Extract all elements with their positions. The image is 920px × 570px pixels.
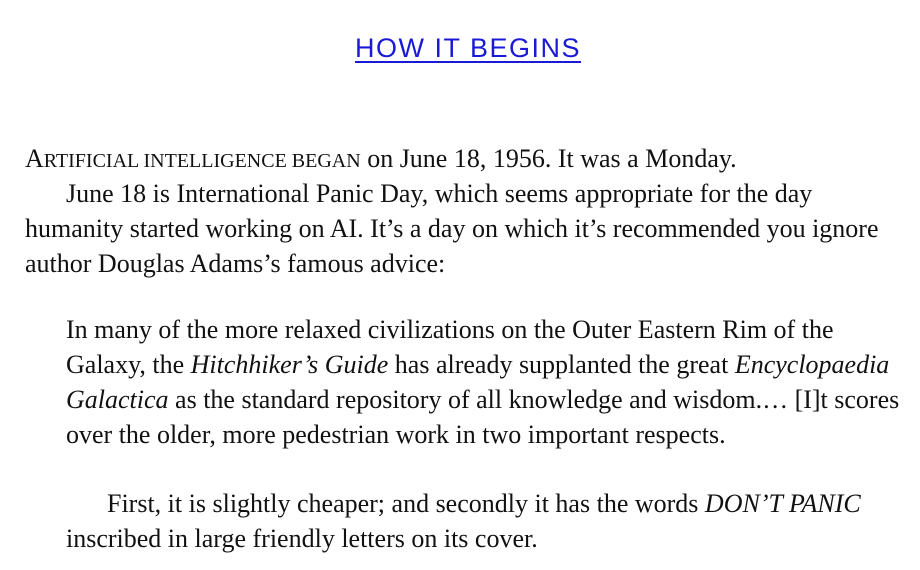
quote-text: First, it is slightly cheaper; and secondly it has the words [107,489,705,518]
quote-italic-title: Hitchhiker’s Guide [190,350,389,379]
quote-text: In many of the more relaxed civilizations on the Outer Eastern Rim of the Galaxy, the [66,315,834,379]
quote-italic-phrase: DON’T PANIC [704,489,861,518]
opening-paragraph [25,141,915,179]
quote-text: inscribed in large friendly letters on its cover. [66,524,538,553]
lead-in-small-caps: RTIFICIAL INTELLIGENCE BEGAN [43,150,361,172]
block-quote-paragraph-2 [66,486,916,556]
lead-in-initial: A [25,144,44,173]
block-quote-paragraph-1 [66,312,916,452]
chapter-title-link[interactable]: HOW IT BEGINS [354,33,582,63]
quote-italic-title: Encyclopaedia Galactica [66,350,890,414]
opening-sentence: on June 18, 1956. It was a Monday. [360,144,737,173]
quote-text: as the standard repository of all knowledge and wisdom.… [I]t scores over the older, more pedestrian work in two important respects. [66,385,900,449]
second-paragraph: June 18 is International Panic Day, which seems appropriate for the day humanity started working on AI. It’s a day on which it’s recommended you ignore author Douglas Adams’s famous advice: [25,179,879,278]
quote-text: has already supplanted the great [388,350,735,379]
